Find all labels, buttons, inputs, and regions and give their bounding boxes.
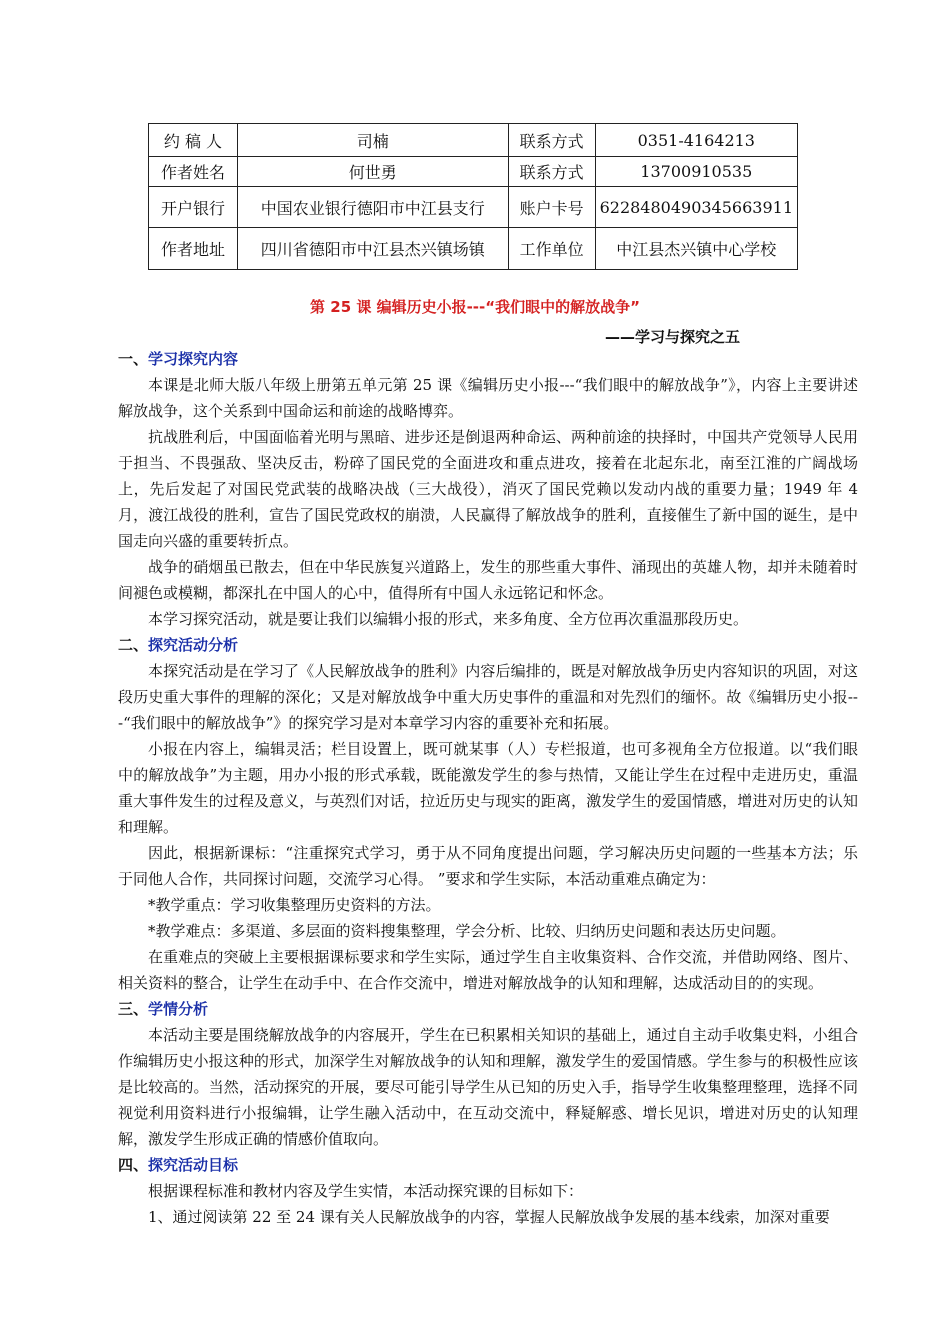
- section-heading: 四、探究活动目标: [118, 1156, 239, 1174]
- table-cell: 0351-4164213: [595, 124, 797, 157]
- paragraph: 本探究活动是在学习了《人民解放战争的胜利》内容后编排的，既是对解放战争历史内容知识的巩固，对这段历史重大事件的理解的深化；又是对解放战争中重大历史事件的重温和对先烈们的缅怀。故《编辑历史小报---“我们眼中的解放战争”》的探究学习是对本章学习内容的重要补充和拓展。: [118, 662, 858, 732]
- lesson-title: 第 25 课 编辑历史小报---“我们眼中的解放战争”: [310, 298, 640, 316]
- paragraph: 因此，根据新课标：“注重探究式学习，勇于从不同角度提出问题，学习解决历史问题的一些基本方法；乐于同他人合作，共同探讨问题，交流学习心得。 ”要求和学生实际，本活动重难点确定为：: [118, 844, 858, 888]
- document-body: [118, 346, 858, 1230]
- section-heading: 一、学习探究内容: [118, 350, 239, 368]
- paragraph: *教学难点：多渠道、多层面的资料搜集整理，学会分析、比较、归纳历史问题和表达历史问题。: [148, 922, 786, 940]
- paragraph: 战争的硝烟虽已散去，但在中华民族复兴道路上，发生的那些重大事件、涌现出的英雄人物，却并未随着时间褪色或模糊，都深扎在中国人的心中，值得所有中国人永远铭记和怀念。: [118, 558, 858, 602]
- table-cell: 开户银行: [149, 187, 238, 228]
- table-cell: 联系方式: [508, 157, 595, 187]
- paragraph: 在重难点的突破上主要根据课标要求和学生实际，通过学生自主收集资料、合作交流，并借助网络、图片、相关资料的整合，让学生在动手中、在合作交流中，增进对解放战争的认知和理解，达成活动目的的实现。: [118, 948, 858, 992]
- table-cell: 6228480490345663911: [595, 187, 797, 228]
- paragraph: 根据课程标准和教材内容及学生实情，本活动探究课的目标如下：: [148, 1182, 584, 1200]
- table-row: [149, 228, 798, 270]
- table-row: [149, 157, 798, 187]
- table-cell: 工作单位: [508, 228, 595, 270]
- table-cell: 约 稿 人: [149, 124, 238, 157]
- paragraph: 1、通过阅读第 22 至 24 课有关人民解放战争的内容，掌握人民解放战争发展的基本线索，加深对重要: [148, 1208, 830, 1226]
- table-row: [149, 124, 798, 157]
- paragraph: 小报在内容上，编辑灵活；栏目设置上，既可就某事（人）专栏报道，也可多视角全方位报道。以“我们眼中的解放战争”为主题，用办小报的形式承载，既能激发学生的参与热情，又能让学生在过程中走进历史，重温重大事件发生的过程及意义，与英烈们对话，拉近历史与现实的距离，激发学生的爱国情感，增进对历史的认知和理解。: [118, 740, 858, 836]
- table-cell: 何世勇: [237, 157, 508, 187]
- table-cell: 司楠: [237, 124, 508, 157]
- section-heading: 三、学情分析: [118, 1000, 209, 1018]
- paragraph: 本课是北师大版八年级上册第五单元第 25 课《编辑历史小报---“我们眼中的解放战争”》，内容上主要讲述解放战争，这个关系到中国命运和前途的战略博弈。: [118, 376, 858, 420]
- table-cell: 联系方式: [508, 124, 595, 157]
- lesson-subtitle: ——学习与探究之五: [604, 328, 740, 346]
- paragraph: *教学重点：学习收集整理历史资料的方法。: [148, 896, 441, 914]
- table-cell: 中江县杰兴镇中心学校: [595, 228, 797, 270]
- paragraph: 本学习探究活动，就是要让我们以编辑小报的形式，来多角度、全方位再次重温那段历史。: [148, 610, 749, 628]
- table-cell: 四川省德阳市中江县杰兴镇场镇: [237, 228, 508, 270]
- paragraph: 本活动主要是围绕解放战争的内容展开，学生在已积累相关知识的基础上，通过自主动手收集史料，小组合作编辑历史小报这种的形式，加深学生对解放战争的认知和理解，激发学生的爱国情感。学生参与的积极性应该是比较高的。当然，活动探究的开展，要尽可能引导学生从已知的历史入手，指导学生收集整理整理，选择不同视觉利用资料进行小报编辑，让学生融入活动中，在互动交流中，释疑解惑、增长见识，增进对历史的认知理解，激发学生形成正确的情感价值取向。: [118, 1026, 858, 1148]
- paragraph: 抗战胜利后，中国面临着光明与黑暗、进步还是倒退两种命运、两种前途的抉择时，中国共产党领导人民用于担当、不畏强敌、坚决反击，粉碎了国民党的全面进攻和重点进攻，接着在北起东北，南至江淮的广阔战场上，先后发起了对国民党武装的战略决战（三大战役），消灭了国民党赖以发动内战的重要力量；1949 年 4 月，渡江战役的胜利，宣告了国民党政权的崩溃，人民赢得了解放战争的胜利，直接催生了新中国的诞生，是中国走向兴盛的重要转折点。: [118, 428, 858, 550]
- section-heading: 二、探究活动分析: [118, 636, 239, 654]
- table-row: [149, 187, 798, 228]
- table-cell: 账户卡号: [508, 187, 595, 228]
- table-cell: 作者地址: [149, 228, 238, 270]
- table-cell: 13700910535: [595, 157, 797, 187]
- table-cell: 中国农业银行德阳市中江县支行: [237, 187, 508, 228]
- contact-info-table: [148, 123, 798, 270]
- table-cell: 作者姓名: [149, 157, 238, 187]
